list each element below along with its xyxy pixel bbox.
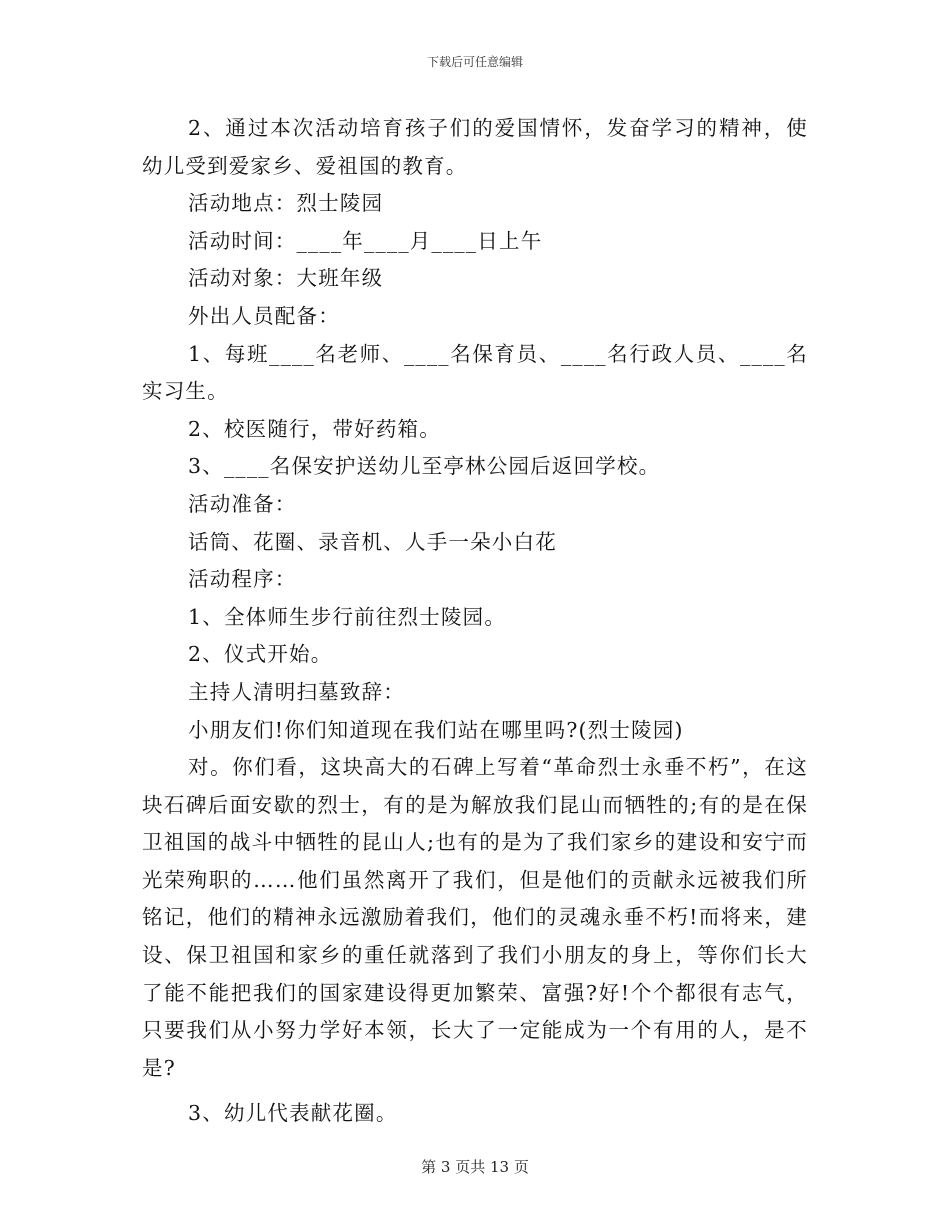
paragraph-staff-1: 1、每班____名老师、____名保育员、____名行政人员、____名实习生。 xyxy=(142,341,808,404)
paragraph-prep-heading: 活动准备： xyxy=(188,491,297,516)
paragraph-time: 活动时间：____年____月____日上午 xyxy=(188,228,543,253)
document-body xyxy=(142,110,808,1133)
paragraph-host-question: 小朋友们!你们知道现在我们站在哪里吗?(烈士陵园) xyxy=(188,717,684,742)
paragraph-staff-3: 3、____名保安护送幼儿至亭林公园后返回学校。 xyxy=(188,454,661,479)
page-footer: 第 3 页共 13 页 xyxy=(421,1158,529,1176)
page-header: 下载后可任意编辑 xyxy=(426,55,523,69)
paragraph-host-speech: 对。你们看，这块高大的石碑上写着“革命烈士永垂不朽”，在这块石碑后面安歇的烈士，有的是为解放我们昆山而牺牲的;有的是在保卫祖国的战斗中牺牲的昆山人;也有的是为了我们家乡的建设和安宁而光荣殉职的……他们虽然离开了我们，但是他们的贡献永远被我们所铭记，他们的精神永远激励着我们，他们的灵魂永垂不朽!而将来，建设、保卫祖国和家乡的重任就落到了我们小朋友的身上，等你们长大了能不能把我们的国家建设得更加繁荣、富强?好!个个都很有志气，只要我们从小努力学好本领，长大了一定能成为一个有用的人，是不是? xyxy=(142,755,808,1080)
paragraph-procedure-1: 1、全体师生步行前往烈士陵园。 xyxy=(188,604,507,629)
paragraph-procedure-3: 3、幼儿代表献花圈。 xyxy=(188,1101,398,1126)
paragraph-staff-heading: 外出人员配备： xyxy=(188,303,340,328)
paragraph-procedure-2: 2、仪式开始。 xyxy=(188,642,333,667)
paragraph-audience: 活动对象：大班年级 xyxy=(188,266,384,291)
paragraph-prep-items: 话筒、花圈、录音机、人手一朵小白花 xyxy=(188,529,557,554)
paragraph-procedure-heading: 活动程序： xyxy=(188,567,297,592)
paragraph-host-heading: 主持人清明扫墓致辞： xyxy=(188,679,405,704)
paragraph-goal-2: 2、通过本次活动培育孩子们的爱国情怀，发奋学习的精神，使幼儿受到爱家乡、爱祖国的教育。 xyxy=(142,116,808,178)
paragraph-location: 活动地点：烈士陵园 xyxy=(188,191,384,216)
paragraph-staff-2: 2、校医随行，带好药箱。 xyxy=(188,416,441,441)
